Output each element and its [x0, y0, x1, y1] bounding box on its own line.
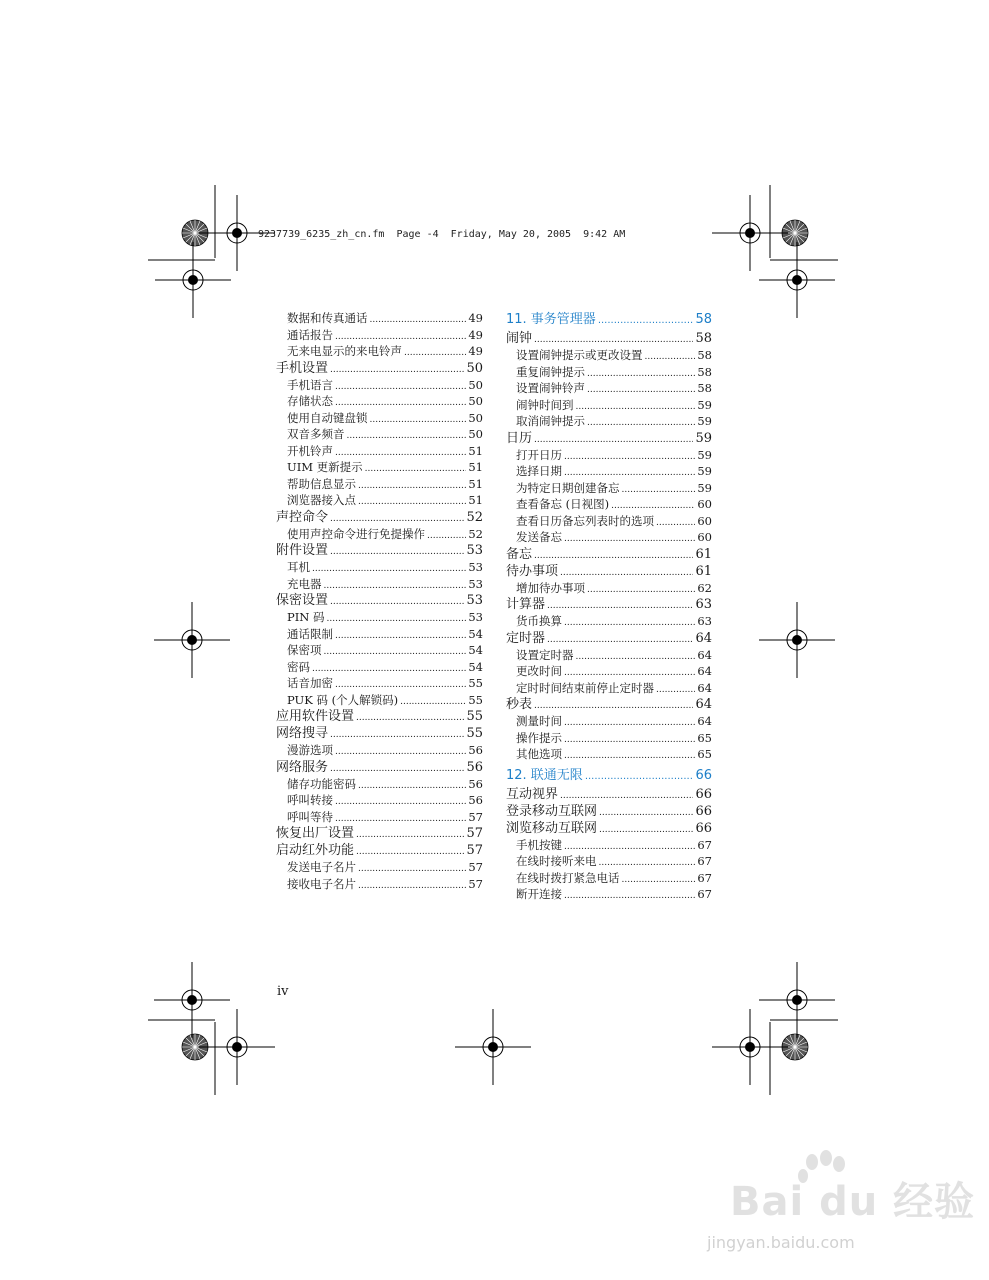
toc-subsection[interactable] [276, 343, 483, 360]
toc-entry-title: 手机按键 [516, 837, 562, 852]
watermark-brand: Bai du 经验 [730, 1179, 976, 1225]
toc-entry-title: 网络服务 [276, 759, 329, 775]
toc-entry-page: 65 [697, 730, 712, 745]
toc-entry-page: 56 [468, 776, 483, 791]
dot-leader [564, 665, 695, 680]
dot-leader [356, 827, 464, 842]
dot-leader [622, 872, 696, 887]
toc-entry-title: 话音加密 [287, 676, 333, 690]
toc-entry-page: 50 [468, 394, 483, 408]
toc-entry-page: 64 [697, 664, 712, 678]
toc-subsection[interactable] [276, 377, 483, 394]
dot-leader [564, 615, 695, 630]
toc-entry-page: 67 [697, 887, 712, 901]
dot-leader [335, 329, 466, 344]
dot-leader [427, 528, 466, 543]
toc-entry-title: 保密项 [287, 643, 322, 657]
toc-subsection[interactable] [276, 776, 483, 793]
dot-leader [330, 761, 464, 776]
toc-entry-page: 59 [697, 414, 712, 428]
toc-entry-title: 在线时拨打紧急电话 [516, 870, 620, 885]
dot-leader [400, 694, 466, 709]
toc-subsection[interactable] [506, 413, 712, 430]
toc-entry-page: 64 [695, 630, 712, 646]
dot-leader [356, 844, 464, 859]
watermark-url: jingyan.baidu.com [707, 1233, 855, 1252]
toc-entry-page: 55 [466, 726, 483, 741]
toc-entry-title: 设置定时器 [516, 647, 574, 662]
toc-entry-page: 52 [468, 526, 483, 541]
toc-subsection[interactable] [506, 580, 712, 597]
toc-entry-title: 11. 事务管理器 [506, 312, 596, 327]
toc-entry-title: 货币换算 [516, 614, 562, 628]
toc-section[interactable] [506, 786, 712, 803]
dot-leader [335, 445, 466, 460]
toc-subsection[interactable] [506, 746, 712, 763]
toc-entry-page: 51 [468, 476, 483, 491]
toc-entry-page: 49 [468, 327, 483, 342]
toc-entry-title: 计算器 [506, 597, 546, 612]
dot-leader [587, 415, 695, 430]
toc-subsection[interactable] [506, 447, 712, 464]
toc-entry-title: 附件设置 [276, 543, 329, 558]
toc-entry-title: 通话限制 [287, 626, 333, 641]
toc-subsection[interactable] [276, 809, 483, 826]
toc-entry-page: 53 [468, 576, 483, 591]
dot-leader [330, 362, 464, 377]
toc-entry-page: 59 [695, 430, 712, 446]
toc-entry-page: 49 [468, 344, 483, 358]
toc-entry-title: 选择日期 [516, 464, 562, 478]
toc-entry-title: 存储状态 [287, 394, 333, 408]
toc-entry-page: 65 [697, 747, 712, 761]
toc-entry-page: 51 [468, 460, 483, 474]
toc-entry-page: 55 [468, 676, 483, 690]
dot-leader [587, 582, 695, 597]
toc-entry-title: 取消闹钟提示 [516, 414, 585, 428]
toc-entry-page: 66 [695, 803, 712, 819]
toc-entry-title: 应用软件设置 [276, 709, 355, 724]
toc-entry-page: 67 [697, 870, 712, 885]
toc-section[interactable] [506, 696, 712, 713]
print-header: 9237739_6235_zh_cn.fm Page -4 Friday, May 20, 2005 9:42 AM [258, 229, 626, 240]
toc-subsection[interactable] [506, 680, 712, 697]
dot-leader [587, 366, 695, 381]
toc-subsection[interactable] [276, 410, 483, 427]
toc-entry-page: 54 [468, 626, 483, 641]
toc-entry-page: 60 [697, 513, 712, 528]
toc-section[interactable] [506, 563, 712, 580]
toc-entry-page: 53 [466, 543, 483, 558]
dot-leader [564, 732, 695, 747]
toc-subsection[interactable] [276, 675, 483, 692]
toc-section[interactable] [276, 759, 483, 776]
toc-entry-page: 58 [695, 331, 712, 346]
toc-subsection[interactable] [276, 792, 483, 809]
toc-entry-page: 55 [466, 709, 483, 724]
toc-entry-title: 启动红外功能 [276, 843, 355, 858]
toc-subsection[interactable] [276, 876, 483, 893]
toc-subsection[interactable] [276, 310, 483, 327]
toc-subsection[interactable] [276, 459, 483, 476]
toc-entry-title: 帮助信息显示 [287, 476, 356, 491]
toc-entry-title: 呼叫转接 [287, 793, 333, 807]
toc-entry-page: 53 [466, 593, 483, 608]
toc-entry-title: 定时时间结束前停止定时器 [516, 680, 654, 695]
dot-leader [534, 432, 693, 447]
toc-entry-title: 打开日历 [516, 447, 562, 462]
toc-section[interactable] [506, 430, 712, 447]
toc-entry-page: 55 [468, 692, 483, 707]
toc-subsection[interactable] [506, 886, 712, 903]
dot-leader [587, 382, 695, 397]
dot-leader [611, 498, 695, 513]
toc-section[interactable] [276, 509, 483, 526]
dot-leader [564, 839, 695, 854]
toc-subsection[interactable] [506, 480, 712, 497]
toc-entry-title: 双音多频音 [287, 427, 345, 441]
toc-entry-page: 50 [466, 360, 483, 376]
dot-leader [576, 649, 696, 664]
toc-section[interactable] [276, 725, 483, 742]
toc-entry-title: 浏览移动互联网 [506, 820, 598, 836]
toc-entry-title: 其他选项 [516, 747, 562, 761]
toc-subsection[interactable] [276, 559, 483, 576]
toc-entry-page: 61 [695, 546, 712, 562]
toc-entry-title: 手机语言 [287, 377, 333, 392]
dot-leader [564, 449, 695, 464]
toc-entry-page: 57 [468, 876, 483, 891]
dot-leader [335, 379, 466, 394]
dot-leader [599, 822, 693, 837]
dot-leader [656, 682, 695, 697]
toc-entry-page: 67 [697, 854, 712, 868]
toc-entry-title: 秒表 [506, 697, 533, 712]
toc-entry-page: 60 [697, 497, 712, 511]
toc-subsection[interactable] [506, 347, 712, 364]
dot-leader [335, 811, 466, 826]
dot-leader [564, 531, 695, 546]
toc-subsection[interactable] [506, 613, 712, 630]
dot-leader [534, 548, 693, 563]
toc-entry-title: 12. 联通无限 [506, 767, 583, 783]
toc-entry-page: 63 [695, 597, 712, 612]
toc-entry-title: 使用自动键盘锁 [287, 410, 368, 425]
toc-entry-page: 57 [466, 826, 483, 841]
toc-entry-title: 手机设置 [276, 360, 329, 376]
toc-entry-title: 查看备忘 (日视图) [516, 497, 610, 511]
dot-leader [327, 611, 467, 626]
toc-entry-title: 通话报告 [287, 327, 333, 342]
toc-entry-title: 登录移动互联网 [506, 803, 598, 819]
dot-leader [564, 748, 695, 763]
toc-entry-title: 恢复出厂设置 [276, 826, 355, 841]
toc-entry-title: 声控命令 [276, 509, 329, 525]
toc-entry-title: 增加待办事项 [516, 580, 585, 595]
toc-entry-title: 发送电子名片 [287, 860, 356, 874]
toc-entry-page: 50 [468, 377, 483, 392]
dot-leader [330, 727, 464, 742]
toc-entry-page: 64 [697, 647, 712, 662]
toc-entry-page: 62 [697, 580, 712, 595]
toc-subsection[interactable] [506, 513, 712, 530]
dot-leader [347, 428, 467, 443]
dot-leader [330, 594, 464, 609]
toc-entry-page: 58 [697, 381, 712, 395]
toc-entry-title: 设置闹钟提示或更改设置 [516, 348, 643, 362]
dot-leader [560, 565, 693, 580]
toc-subsection[interactable] [276, 327, 483, 344]
dot-leader [324, 578, 467, 593]
toc-entry-title: 查看日历备忘列表时的选项 [516, 513, 654, 528]
toc-entry-title: 在线时接听来电 [516, 854, 597, 868]
toc-entry-page: 57 [468, 860, 483, 874]
toc-entry-page: 51 [468, 443, 483, 458]
toc-entry-title: 日历 [506, 430, 533, 446]
toc-entry-page: 64 [697, 680, 712, 695]
toc-subsection[interactable] [506, 496, 712, 513]
page-number: iv [277, 984, 289, 999]
toc-entry-page: 63 [697, 614, 712, 628]
toc-subsection[interactable] [276, 393, 483, 410]
toc-entry-page: 54 [468, 659, 483, 674]
toc-entry-page: 60 [697, 530, 712, 544]
dot-leader [335, 794, 466, 809]
toc-section[interactable] [506, 803, 712, 820]
toc-entry-page: 57 [466, 843, 483, 858]
toc-entry-page: 64 [697, 714, 712, 728]
toc-subsection[interactable] [276, 692, 483, 709]
toc-subsection[interactable] [506, 529, 712, 546]
dot-leader [335, 628, 466, 643]
dot-leader [534, 332, 693, 347]
toc-entry-title: 更改时间 [516, 664, 562, 678]
toc-subsection[interactable] [276, 626, 483, 643]
toc-subsection[interactable] [276, 476, 483, 493]
toc-entry-page: 66 [695, 767, 712, 783]
toc-entry-title: 为特定日期创建备忘 [516, 480, 620, 495]
toc-entry-title: PUK 码 (个人解锁码) [287, 692, 399, 707]
toc-section[interactable] [506, 820, 712, 837]
toc-entry-title: 开机铃声 [287, 443, 333, 458]
dot-leader [358, 861, 466, 876]
toc-entry-title: 接收电子名片 [287, 876, 356, 891]
toc-entry-title: 待办事项 [506, 563, 559, 579]
toc-entry-page: 59 [697, 464, 712, 478]
dot-leader [598, 311, 694, 330]
toc-entry-title: 耳机 [287, 560, 310, 574]
toc-entry-page: 59 [697, 397, 712, 412]
toc-subsection[interactable] [276, 609, 483, 626]
dot-leader [335, 677, 466, 692]
toc-entry-page: 59 [697, 480, 712, 495]
toc-entry-title: 无来电显示的来电铃声 [287, 344, 402, 358]
toc-subsection[interactable] [276, 742, 483, 759]
toc-subsection[interactable] [506, 730, 712, 747]
toc-entry-title: 呼叫等待 [287, 809, 333, 824]
toc-entry-title: 闹钟 [506, 331, 533, 346]
dot-leader [330, 511, 464, 526]
dot-leader [547, 632, 693, 647]
dot-leader [335, 744, 466, 759]
toc-entry-page: 52 [466, 509, 483, 525]
toc-entry-title: 保密设置 [276, 593, 329, 608]
toc-entry-page: 59 [697, 447, 712, 462]
dot-leader [324, 644, 467, 659]
toc-entry-page: 50 [468, 427, 483, 441]
toc-entry-title: 数据和传真通话 [287, 311, 368, 325]
toc-entry-title: 浏览器接入点 [287, 493, 356, 507]
dot-leader [564, 888, 695, 903]
toc-entry-page: 56 [468, 793, 483, 807]
dot-leader [404, 345, 466, 360]
toc-entry-title: 闹钟时间到 [516, 397, 574, 412]
toc-entry-page: 57 [468, 809, 483, 824]
toc-entry-title: 使用声控命令进行免提操作 [287, 526, 425, 541]
dot-leader [330, 544, 464, 559]
toc-subsection[interactable] [506, 397, 712, 414]
toc-section[interactable] [276, 542, 483, 559]
dot-leader [358, 494, 466, 509]
toc-entry-page: 53 [468, 560, 483, 574]
toc-left-column [276, 310, 483, 892]
toc-chapter[interactable] [506, 310, 712, 330]
dot-leader [370, 412, 467, 427]
toc-entry-title: 测量时间 [516, 714, 562, 728]
toc-entry-title: 密码 [287, 659, 310, 674]
toc-subsection[interactable] [506, 647, 712, 664]
toc-entry-page: 56 [468, 743, 483, 757]
dot-leader [656, 515, 695, 530]
dot-leader [358, 878, 466, 893]
toc-entry-page: 61 [695, 563, 712, 579]
toc-entry-page: 66 [695, 786, 712, 802]
toc-section[interactable] [506, 330, 712, 347]
dot-leader [312, 661, 466, 676]
toc-entry-page: 67 [697, 837, 712, 852]
toc-subsection[interactable] [276, 642, 483, 659]
toc-entry-title: 备忘 [506, 546, 533, 562]
toc-subsection[interactable] [506, 364, 712, 381]
toc-subsection[interactable] [276, 576, 483, 593]
dot-leader [564, 715, 695, 730]
dot-leader [358, 478, 466, 493]
toc-entry-title: 操作提示 [516, 730, 562, 745]
toc-entry-title: 重复闹钟提示 [516, 364, 585, 379]
dot-leader [576, 399, 696, 414]
toc-section[interactable] [506, 596, 712, 613]
toc-subsection[interactable] [276, 526, 483, 543]
toc-subsection[interactable] [276, 426, 483, 443]
toc-subsection[interactable] [506, 837, 712, 854]
toc-section[interactable] [506, 630, 712, 647]
toc-subsection[interactable] [276, 859, 483, 876]
dot-leader [585, 767, 694, 786]
dot-leader [335, 395, 466, 410]
toc-right-column [506, 310, 712, 903]
toc-entry-title: 互动视界 [506, 786, 559, 802]
dot-leader [564, 465, 695, 480]
dot-leader [365, 461, 467, 476]
toc-entry-title: 断开连接 [516, 887, 562, 901]
toc-subsection[interactable] [506, 713, 712, 730]
toc-entry-title: PIN 码 [287, 610, 325, 624]
dot-leader [599, 855, 696, 870]
dot-leader [312, 561, 466, 576]
toc-section[interactable] [276, 592, 483, 609]
dot-leader [622, 482, 696, 497]
toc-subsection[interactable] [506, 870, 712, 887]
toc-section[interactable] [276, 360, 483, 377]
toc-entry-page: 58 [697, 348, 712, 362]
toc-entry-page: 54 [468, 643, 483, 657]
toc-chapter[interactable] [506, 766, 712, 786]
toc-entry-page: 64 [695, 697, 712, 712]
dot-leader [599, 805, 693, 820]
dot-leader [645, 349, 696, 364]
toc-entry-title: 网络搜寻 [276, 726, 329, 741]
toc-entry-page: 49 [468, 311, 483, 325]
toc-entry-title: UIM 更新提示 [287, 460, 363, 474]
toc-entry-title: 发送备忘 [516, 530, 562, 544]
dot-leader [547, 598, 693, 613]
toc-entry-page: 58 [697, 364, 712, 379]
toc-entry-page: 51 [468, 493, 483, 507]
toc-entry-title: 漫游选项 [287, 743, 333, 757]
toc-entry-title: 充电器 [287, 576, 322, 591]
toc-subsection[interactable] [506, 380, 712, 397]
toc-subsection[interactable] [506, 853, 712, 870]
toc-entry-title: 设置闹钟铃声 [516, 381, 585, 395]
toc-entry-page: 66 [695, 820, 712, 836]
dot-leader [534, 698, 693, 713]
toc-subsection[interactable] [506, 663, 712, 680]
dot-leader [560, 788, 693, 803]
toc-entry-title: 储存功能密码 [287, 776, 356, 791]
toc-subsection[interactable] [276, 492, 483, 509]
toc-subsection[interactable] [276, 659, 483, 676]
toc-section[interactable] [506, 546, 712, 563]
toc-entry-page: 53 [468, 610, 483, 624]
toc-entry-title: 定时器 [506, 630, 546, 646]
toc-section[interactable] [276, 708, 483, 725]
toc-entry-page: 56 [466, 759, 483, 775]
dot-leader [370, 312, 467, 327]
toc-section[interactable] [276, 825, 483, 842]
toc-entry-page: 58 [695, 312, 712, 327]
dot-leader [356, 710, 464, 725]
toc-entry-page: 50 [468, 410, 483, 425]
toc-subsection[interactable] [276, 443, 483, 460]
toc-subsection[interactable] [506, 463, 712, 480]
toc-section[interactable] [276, 842, 483, 859]
dot-leader [358, 778, 466, 793]
